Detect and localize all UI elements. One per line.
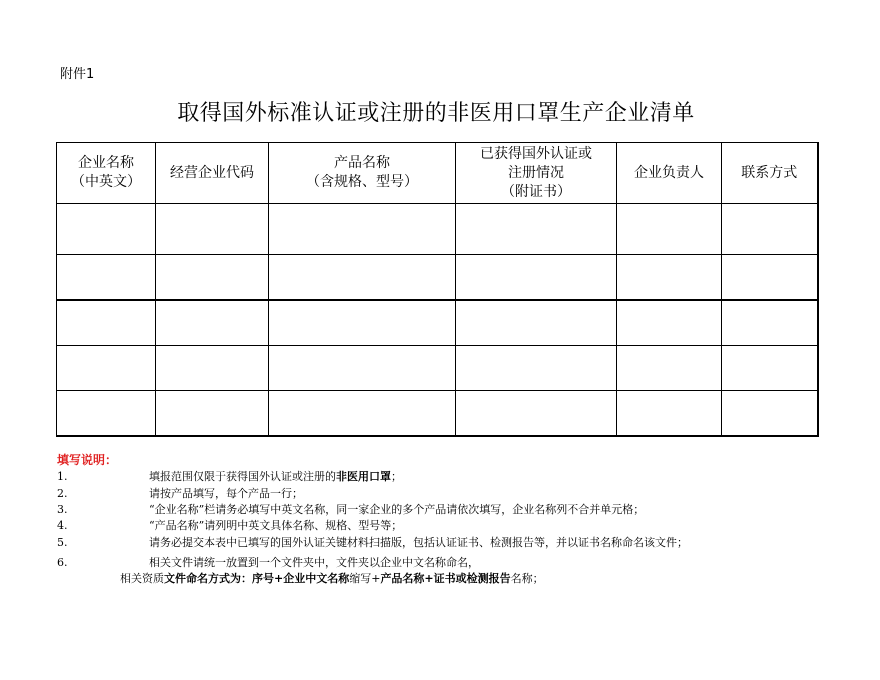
note-item-3 <box>57 501 644 517</box>
note-number: 1. <box>57 470 68 483</box>
table-cell[interactable] <box>156 391 269 437</box>
table-header-row <box>57 143 818 204</box>
page-title: 取得国外标准认证或注册的非医用口罩生产企业清单 <box>177 101 695 126</box>
table-row <box>57 204 818 255</box>
note-item-6 <box>57 554 479 570</box>
table-cell[interactable] <box>617 204 722 255</box>
table-cell[interactable] <box>617 391 722 437</box>
note-text: 相关文件请统一放置到一个文件夹中，文件夹以企业中文名称命名， <box>149 556 479 569</box>
table-cell[interactable] <box>722 346 818 391</box>
note-number: 3. <box>57 503 68 516</box>
table-cell[interactable] <box>156 346 269 391</box>
table-cell[interactable] <box>269 346 456 391</box>
note-number: 2. <box>57 487 68 500</box>
note-text: “产品名称”请列明中英文具体名称、规格、型号等； <box>149 519 403 532</box>
table-cell[interactable] <box>722 300 818 346</box>
table-cell[interactable] <box>57 300 156 346</box>
table-cell[interactable] <box>456 204 617 255</box>
table-cell[interactable] <box>269 255 456 301</box>
table-row <box>57 391 818 437</box>
table-cell[interactable] <box>722 204 818 255</box>
table-cell[interactable] <box>57 204 156 255</box>
table-cell[interactable] <box>57 255 156 301</box>
table-cell[interactable] <box>57 346 156 391</box>
naming-suffix: 名称； <box>510 572 544 585</box>
table-cell[interactable] <box>57 391 156 437</box>
table-cell[interactable] <box>617 300 722 346</box>
table-row <box>57 346 818 391</box>
notes-title: 填写说明： <box>57 453 118 467</box>
header-enterprise-code: 经营企业代码 <box>156 143 269 204</box>
naming-bold-1: 文件命名方式为：序号+企业中文名称 <box>164 572 350 585</box>
header-enterprise-name: 企业名称 （中英文） <box>57 143 156 204</box>
naming-bold-2: 产品名称+证书或检测报告 <box>380 572 511 585</box>
table-cell[interactable] <box>617 255 722 301</box>
table-cell[interactable] <box>269 300 456 346</box>
header-certification: 已获得国外认证或 注册情况 （附证书） <box>456 143 617 204</box>
note-naming-rule <box>120 570 544 586</box>
table-cell[interactable] <box>156 204 269 255</box>
table-row <box>57 300 818 346</box>
naming-mid: 缩写+ <box>349 572 381 585</box>
note-item-2 <box>57 485 303 501</box>
note-text: 请按产品填写，每个产品一行； <box>149 487 303 500</box>
naming-prefix: 相关资质 <box>120 572 164 585</box>
table-cell[interactable] <box>722 391 818 437</box>
note-text: “企业名称”栏请务必填写中英文名称，同一家企业的多个产品请依次填写，企业名称列不合并单元格； <box>149 503 645 516</box>
attachment-label: 附件1 <box>60 67 95 82</box>
header-contact: 联系方式 <box>722 143 818 204</box>
note-text: 填报范围仅限于获得国外认证或注册的 <box>149 470 336 483</box>
note-after-text: ； <box>391 470 402 483</box>
table-cell[interactable] <box>456 391 617 437</box>
table-cell[interactable] <box>456 300 617 346</box>
table-cell[interactable] <box>156 300 269 346</box>
enterprise-list-table <box>56 142 819 437</box>
note-number: 5. <box>57 536 68 549</box>
table-cell[interactable] <box>269 204 456 255</box>
note-bold-text: 非医用口罩 <box>336 470 391 483</box>
note-item-1 <box>57 468 402 484</box>
note-text: 请务必提交本表中已填写的国外认证关键材料扫描版，包括认证证书、检测报告等，并以证书名称命名该文件； <box>149 536 688 549</box>
table-cell[interactable] <box>269 391 456 437</box>
table-cell[interactable] <box>456 255 617 301</box>
table-cell[interactable] <box>456 346 617 391</box>
note-number: 4. <box>57 519 68 532</box>
table-row <box>57 255 818 301</box>
note-number: 6. <box>57 556 68 569</box>
table-cell[interactable] <box>617 346 722 391</box>
note-item-5 <box>57 534 688 550</box>
note-item-4 <box>57 517 402 533</box>
table-cell[interactable] <box>156 255 269 301</box>
header-responsible-person: 企业负责人 <box>617 143 722 204</box>
table-cell[interactable] <box>722 255 818 301</box>
header-product-name: 产品名称 （含规格、型号） <box>269 143 456 204</box>
